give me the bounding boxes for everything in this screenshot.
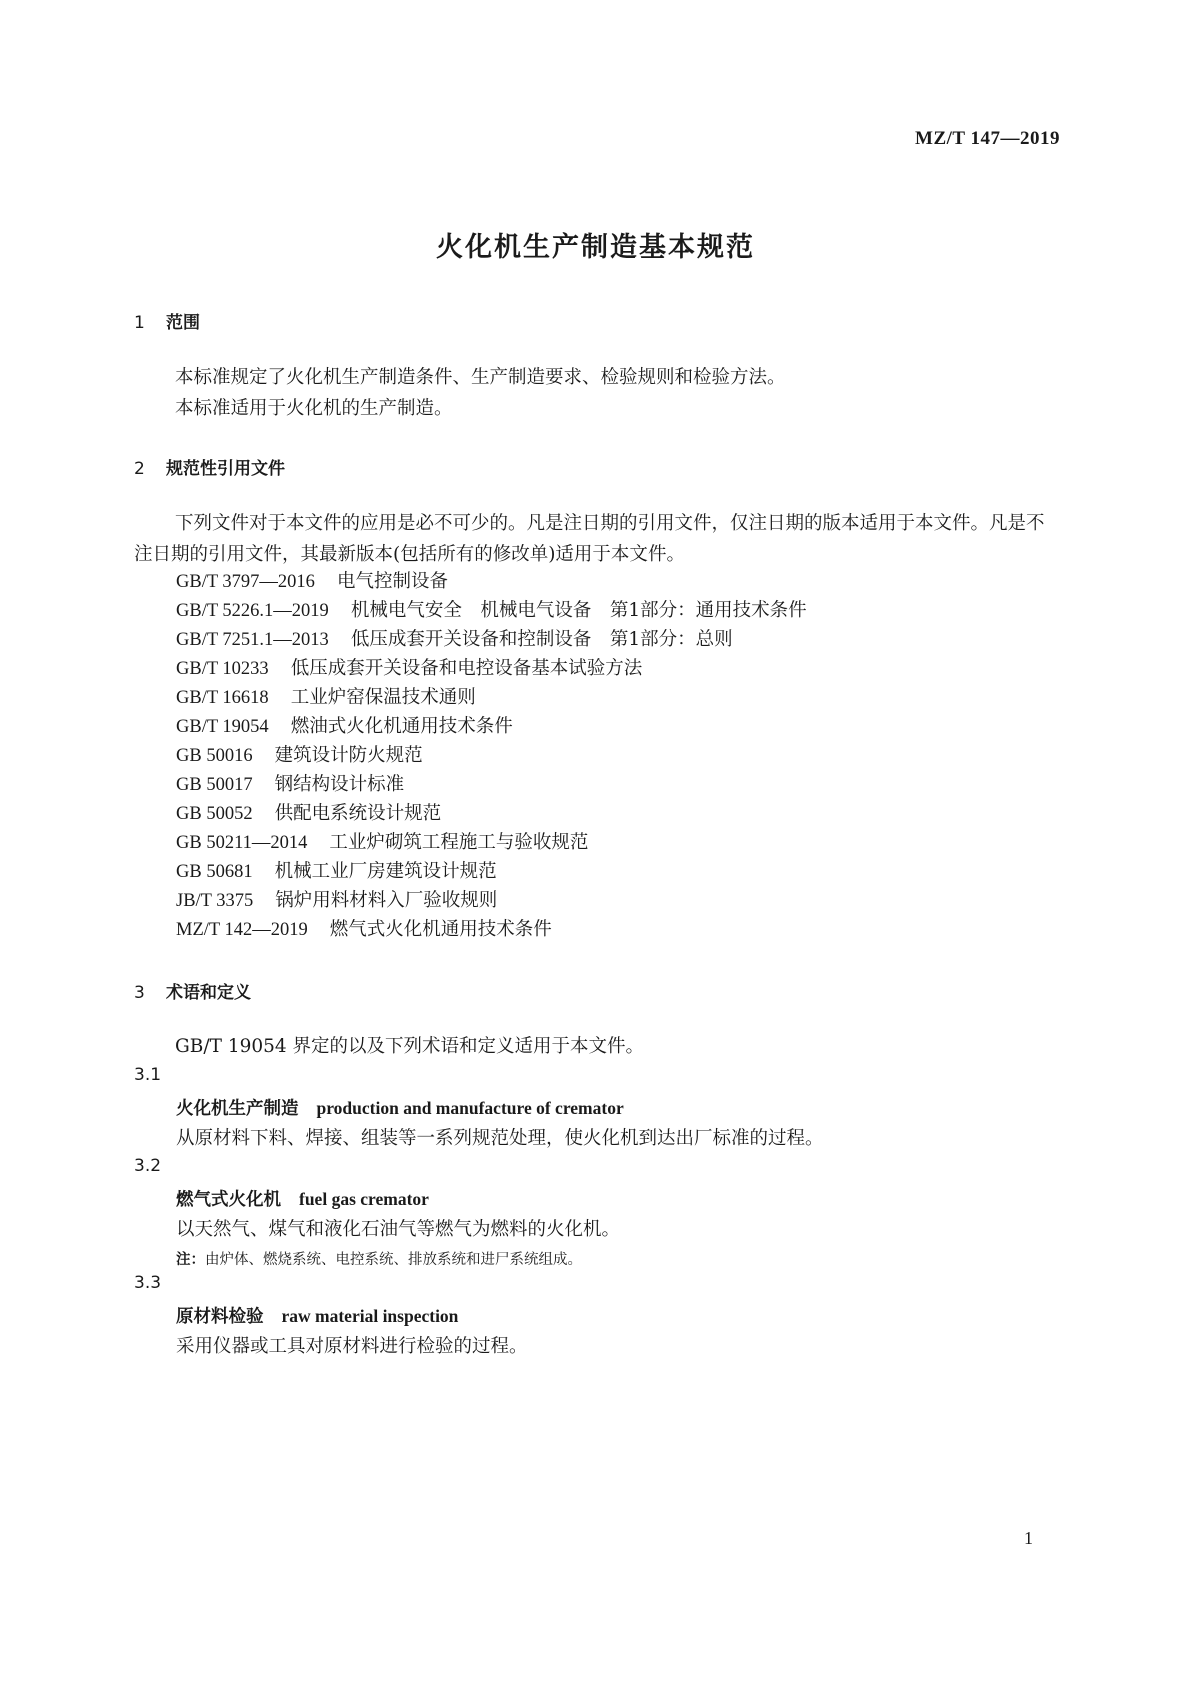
term-number: 3.2	[134, 1156, 162, 1176]
page-number: 1	[1024, 1528, 1033, 1548]
reference-code: GB/T 3797—2016	[176, 572, 315, 592]
term-name-en: production and manufacture of cremator	[316, 1098, 624, 1118]
section-title: 术语和定义	[166, 983, 251, 1003]
term-name-zh: 燃气式火化机	[176, 1190, 281, 1210]
note-label: 注：	[176, 1252, 205, 1268]
reference-title: 工业炉窑保温技术通则	[290, 687, 476, 708]
reference-title: 锅炉用料材料入厂验收规则	[275, 890, 498, 911]
section-title: 范围	[166, 313, 200, 333]
reference-item	[176, 711, 513, 743]
reference-title: 燃油式火化机通用技术条件	[290, 716, 513, 737]
term-number: 3.1	[134, 1065, 162, 1085]
reference-title: 机械电气安全 机械电气设备 第1部分：通用技术条件	[350, 600, 807, 621]
reference-code: GB/T 5226.1—2019	[176, 601, 329, 621]
reference-code: MZ/T 142—2019	[176, 920, 308, 940]
reference-title: 低压成套开关设备和控制设备 第1部分：总则	[350, 629, 733, 650]
reference-item	[176, 769, 404, 801]
scope-paragraph: 本标准适用于火化机的生产制造。	[175, 398, 453, 419]
reference-item	[176, 827, 588, 859]
reference-title: 钢结构设计标准	[274, 774, 405, 795]
reference-title: 燃气式火化机通用技术条件	[329, 919, 552, 940]
section-heading-terms	[134, 978, 251, 1003]
reference-title: 低压成套开关设备和电控设备基本试验方法	[290, 658, 643, 679]
reference-item	[176, 740, 423, 772]
section-heading-references	[134, 454, 285, 479]
note-text: 由炉体、燃烧系统、电控系统、排放系统和进尸系统组成。	[205, 1252, 582, 1268]
scope-paragraph: 本标准规定了火化机生产制造条件、生产制造要求、检验规则和检验方法。	[175, 367, 786, 388]
term-name	[176, 1303, 458, 1328]
reference-item	[176, 682, 476, 714]
reference-item	[176, 595, 807, 627]
reference-code: GB/T 19054	[176, 717, 269, 737]
term-definition: 采用仪器或工具对原材料进行检验的过程。	[176, 1336, 528, 1357]
section-title: 规范性引用文件	[166, 459, 285, 479]
reference-item	[176, 885, 497, 917]
term-name-en: raw material inspection	[281, 1306, 459, 1326]
reference-code: GB 50052	[176, 804, 253, 824]
section-number: 2	[134, 459, 145, 479]
reference-code: GB 50016	[176, 746, 253, 766]
reference-item	[176, 653, 642, 685]
section-number: 1	[134, 313, 145, 333]
reference-code: JB/T 3375	[176, 891, 254, 911]
term-definition: 以天然气、煤气和液化石油气等燃气为燃料的火化机。	[176, 1219, 621, 1240]
term-name-zh: 火化机生产制造	[176, 1099, 299, 1119]
term-name	[176, 1095, 624, 1120]
reference-code: GB 50017	[176, 775, 253, 795]
document-code: MZ/T 147—2019	[915, 128, 1060, 149]
references-intro: 下列文件对于本文件的应用是必不可少的。凡是注日期的引用文件，仅注日期的版本适用于本文件。凡是不注日期的引用文件，其最新版本(包括所有的修改单)适用于本文件。	[134, 513, 1045, 565]
reference-title: 机械工业厂房建筑设计规范	[274, 861, 497, 882]
term-name-en: fuel gas cremator	[299, 1189, 429, 1209]
reference-code: GB/T 7251.1—2013	[176, 630, 329, 650]
term-number: 3.3	[134, 1273, 162, 1293]
term-note	[176, 1248, 582, 1269]
term-name-zh: 原材料检验	[176, 1307, 264, 1327]
reference-title: 电气控制设备	[336, 571, 448, 592]
reference-item	[176, 624, 733, 656]
reference-code: GB/T 10233	[176, 659, 269, 679]
section-heading-scope	[134, 308, 200, 333]
reference-code: GB 50681	[176, 862, 253, 882]
reference-code: GB/T 16618	[176, 688, 269, 708]
reference-item	[176, 856, 497, 888]
section-number: 3	[134, 983, 145, 1003]
reference-item	[176, 798, 441, 830]
term-name	[176, 1186, 429, 1211]
reference-item	[176, 566, 448, 598]
reference-title: 建筑设计防火规范	[274, 745, 423, 766]
reference-title: 供配电系统设计规范	[274, 803, 442, 824]
reference-title: 工业炉砌筑工程施工与验收规范	[329, 832, 589, 853]
reference-code: GB 50211—2014	[176, 833, 308, 853]
reference-item	[176, 914, 552, 946]
page-title: 火化机生产制造基本规范	[436, 232, 755, 263]
terms-intro: GB/T 19054 界定的以及下列术语和定义适用于本文件。	[175, 1036, 645, 1057]
term-definition: 从原材料下料、焊接、组装等一系列规范处理，使火化机到达出厂标准的过程。	[176, 1128, 824, 1149]
